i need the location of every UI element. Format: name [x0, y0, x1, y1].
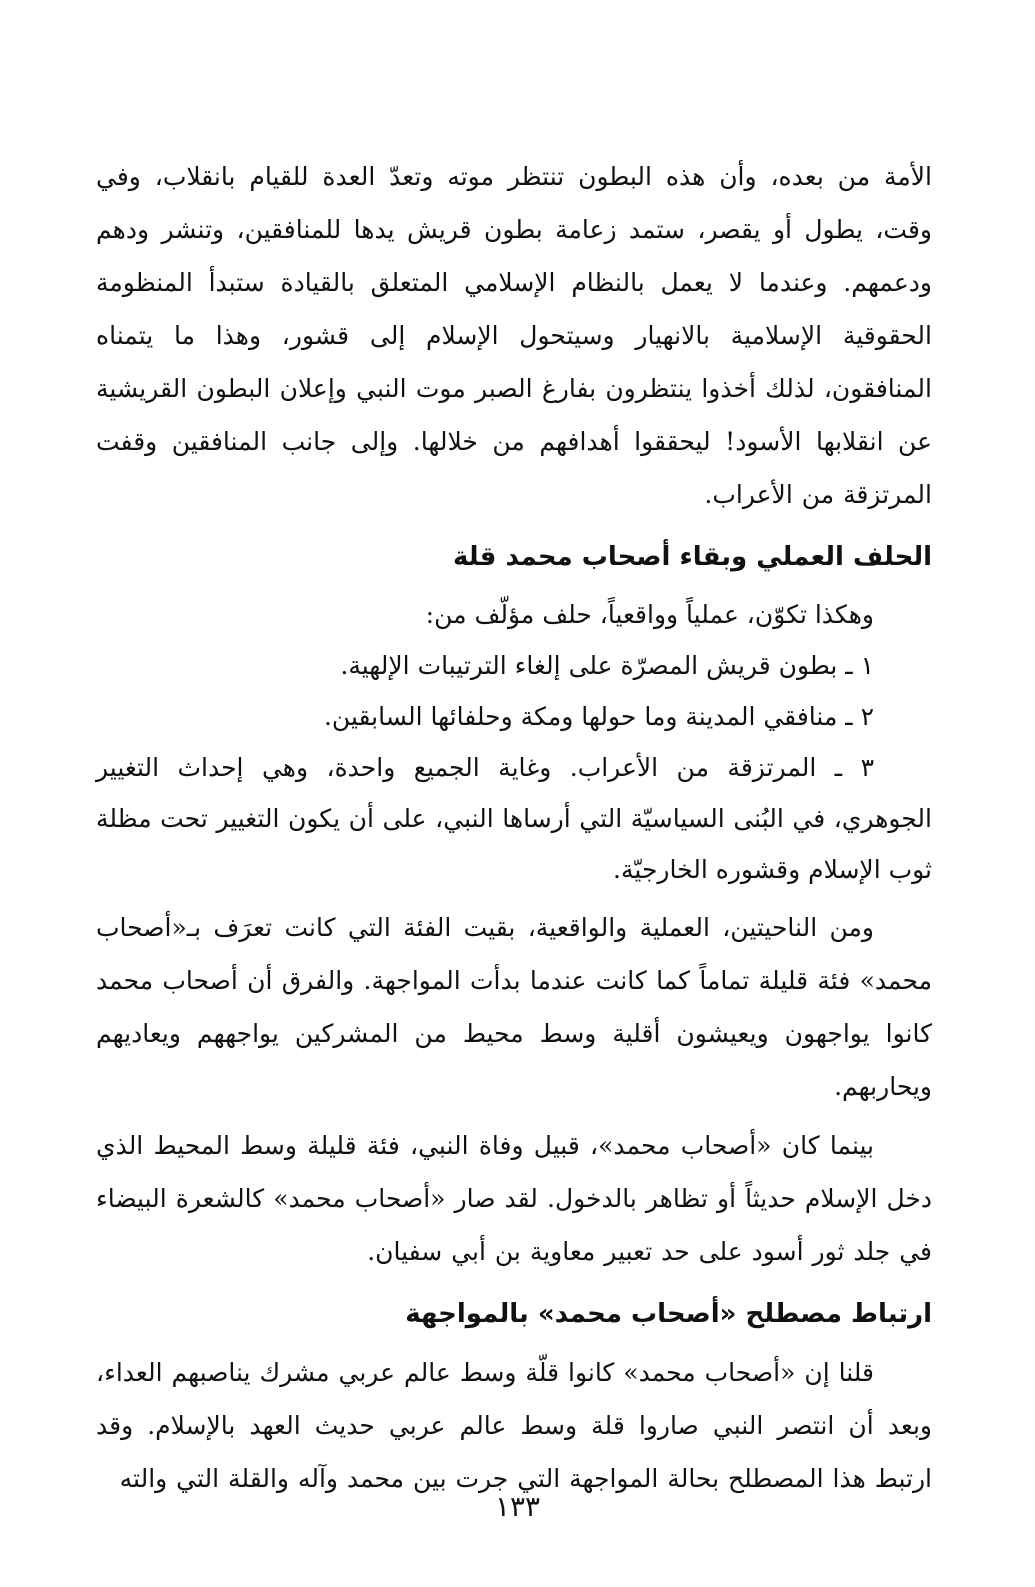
paragraph-1: الأمة من بعده، وأن هذه البطون تنتظر موته وتعدّ العدة للقيام بانقلاب، وفي وقت، يطول أو يقصر، ستمد زعامة بطون قريش يدها للمنافقين، وتنشر ودهم ودعمهم. وعندما لا يعمل بالنظام الإسلامي المتعلق بالقيادة ستبدأ المنظومة الحقوقية الإسلامية بالانهيار وسيتحول الإسلام إلى قشور، وهذا ما يتمناه المنافقون، لذلك أخذوا ينتظرون بفارغ الصبر موت النبي وإعلان البطون القريشية عن انقلابها الأسود! ليحققوا أهدافهم من خلالها. وإلى جانب المنافقين وقفت المرتزقة من الأعراب.: [96, 162, 932, 509]
page-body: [96, 150, 932, 1511]
paragraph-2: ومن الناحيتين، العملية والواقعية، بقيت الفئة التي كانت تعرَف بـ«أصحاب محمد» فئة قليلة تماماً كما كانت عندما بدأت المواجهة. والفرق أن أصحاب محمد كانوا يواجهون ويعيشون أقلية وسط محيط من المشركين يواجههم ويعاديهم ويحاربهم.: [96, 913, 932, 1101]
page-number: ١٣٣: [494, 1490, 541, 1523]
list-item-2: ٢ ـ منافقي المدينة وما حولها ومكة وحلفائها السابقين.: [323, 702, 874, 731]
paragraph-4: قلنا إن «أصحاب محمد» كانوا قلّة وسط عالم عربي مشرك يناصبهم العداء، وبعد أن انتصر النبي صاروا قلة وسط عالم عربي حديث العهد بالإسلام. وقد ارتبط هذا المصطلح بحالة المواجهة التي جرت بين محمد وآله والقلة التي والته: [96, 1358, 932, 1493]
paragraph-3: بينما كان «أصحاب محمد»، قبيل وفاة النبي، فئة قليلة وسط المحيط الذي دخل الإسلام حديثاً أو تظاهر بالدخول. لقد صار «أصحاب محمد» كالشعرة البيضاء في جلد ثور أسود على حد تعبير معاوية بن أبي سفيان.: [96, 1131, 932, 1266]
section-heading-2: ارتباط مصطلح «أصحاب محمد» بالمواجهة: [405, 1299, 932, 1329]
list-item-3: ٣ ـ المرتزقة من الأعراب. وغاية الجميع واحدة، وهي إحداث التغيير الجوهري، في البُنى السياسيّة التي أرساها النبي، على أن يكون التغيير تحت مظلة ثوب الإسلام وقشوره الخارجيّة.: [96, 753, 932, 884]
section-heading-1: الحلف العملي وبقاء أصحاب محمد قلة: [453, 542, 932, 572]
list-item-1: ١ ـ بطون قريش المصرّة على إلغاء الترتيبات الإلهية.: [340, 651, 874, 680]
list-intro: وهكذا تكوّن، عملياً وواقعياً، حلف مؤلّف من:: [425, 600, 874, 629]
